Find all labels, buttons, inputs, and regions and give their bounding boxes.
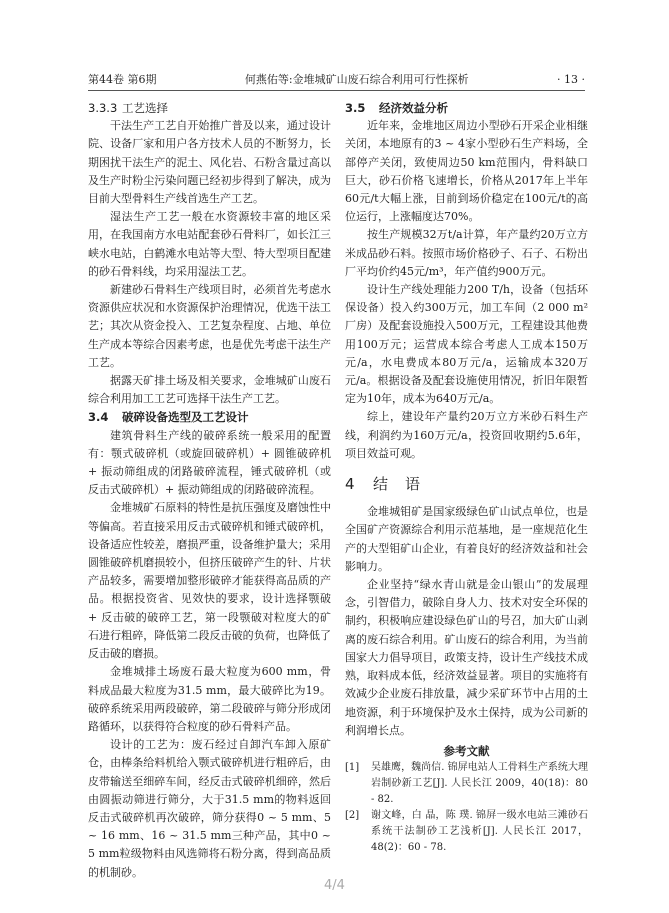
journal-issue: 第44卷 第6期 xyxy=(88,73,157,86)
paragraph: 新建砂石骨料生产线项目时，必须首先考虑水资源供应状况和水资源保护治理情况，优选干法工艺；其次从资金投入、工艺复杂程度、占地、单位生产成本等综合因素考虑，也是优先考虑干法生产工艺。 xyxy=(88,283,331,369)
paragraph: 设计生产线处理能力200 T/h，设备（包括环保设备）投入约300万元，加工车间（2 000 m² 厂房）及配套设施投入500万元，工程建设其他费用100万元；运营成本综合考虑人工成本150万元/a，水电费成本80万元/a，运输成本320万元/a。根据设备及配套设施使用情况，折旧年限暂定为10年，成本为640万元/a。 xyxy=(345,283,588,406)
paragraph: 按生产规模32万t/a计算，年产量约20万立方米成品砂石料。按照市场价格砂子、石子、石粉出厂平均价约45元/m³，年产值约900万元。 xyxy=(345,228,588,278)
running-title: 何燕佑等:金堆城矿山废石综合利用可行性探析 xyxy=(244,73,469,86)
paragraph: 企业坚持“绿水青山就是金山银山”的发展理念，引智借力，破除自身人力、技术对安全环保的制约，积极响应建设绿色矿山的号召，加大矿山剥离的废石综合利用。矿山废石的综合利用，为当前国家大力倡导项目，政策支持，设计生产线技术成熟，取料成本低，经济效益显著。项目的实施将有效减少企业废石排放量，减少采矿环节中占用的土地资源，利于环境保护及水土保持，成为公司新的利润增长点。 xyxy=(345,578,588,737)
paragraph: 金堆城钼矿是国家级绿色矿山试点单位，也是全国矿产资源综合利用示范基地，是一座规范化生产的大型钼矿山企业，有着良好的经济效益和社会影响力。 xyxy=(345,505,588,573)
left-column xyxy=(88,99,331,882)
page-indicator: 4/4 xyxy=(324,878,345,893)
paragraph: 建筑骨料生产线的破碎系统一般采用的配置有：颚式破碎机（或旋回破碎机）+ 圆锥破碎机 + 振动筛组成的闭路破碎流程，锤式破碎机（或反击式破碎机）+ 振动筛组成的闭路破碎流程。 xyxy=(88,428,331,497)
paragraph: 据露天矿排土场及相关要求，金堆城矿山废石综合利用加工工艺可选择干法生产工艺。 xyxy=(88,374,331,406)
running-header xyxy=(88,68,585,91)
paragraph: 干法生产工艺自开始推广普及以来，通过设计院、设备厂家和用户各方技术人员的不断努力，长期困扰干法生产的泥土、风化岩、石粉含量过高以及生产时粉尘污染问题已经初步得到了解决，成为目前大型骨料生产线首选生产工艺。 xyxy=(88,119,331,206)
references-heading: 参考文献 xyxy=(443,743,490,758)
paragraph: 设计的工艺为：废石经过自卸汽车卸入原矿仓，由棒条给料机给入颚式破碎机进行粗碎后，由皮带输送至细碎车间，经反击式破碎机细碎，然后由圆振动筛进行筛分，大于31.5 mm的物料返回反击式破碎机再次破碎，筛分获得0 ~ 5 mm、5 ~ 16 mm、16 ~ 31.5 mm三种产品，其中0 ~ 5 mm粒级物料由风选筛将石粉分离，得到高品质的机制砂。 xyxy=(88,738,331,879)
paragraph: 金堆城矿石原料的特性是抗压强度及磨蚀性中等偏高。若直接采用反击式破碎机和锤式破碎机，设备适应性较差，磨损严重，设备维护量大；采用圆锥破碎机磨损较小，但挤压破碎产生的针、片状产品较多，需要增加整形破碎才能获得高品质的产品。根据投资省、见效快的要求，设计选择颚破 + 反击破的破碎工艺，第一段颚破对粒度大的矿石进行粗碎，降低第二段反击破的负荷，也降低了反击破的磨损。 xyxy=(88,501,331,661)
paragraph: 近年来，金堆地区周边小型砂石开采企业相继关闭，本地原有的3 ~ 4家小型砂石生产料场，全部停产关闭，致使周边50 km范围内，骨料缺口巨大，砂石价格飞速增长，价格从2017年上半年60元/t大幅上涨，目前到场价稳定在100元/t的高位运行，上涨幅度达70%。 xyxy=(345,119,588,224)
section-heading-4: 4 结 语 xyxy=(345,475,422,494)
reference-item: [2] 谢文峰，白 晶，陈 璞. 锦屏一级水电站三滩砂石系统干法制砂工艺浅析[J]. 人民长江 2017，48(2)：60 - 78. xyxy=(345,810,588,854)
section-heading-3-5: 3.5 经济效益分析 xyxy=(345,101,448,115)
section-heading-3-3-3: 3.3.3 工艺选择 xyxy=(88,101,168,115)
page-number: · 13 · xyxy=(557,72,585,86)
reference-item: [1] 吴雄鹰，魏尚信. 锦屏电站人工骨料生产系统大理岩制砂新工艺[J]. 人民长江 2009，40(18)：80 - 82. xyxy=(345,762,588,806)
right-column xyxy=(345,99,588,856)
paragraph: 金堆城排土场废石最大粒度为600 mm，骨料成品最大粒度为31.5 mm，最大破碎比为19。破碎系统采用两段破碎，第二段破碎与筛分形成闭路循环，以获得符合粒度的砂石骨料产品。 xyxy=(88,665,331,733)
paragraph: 综上，建设年产量约20万立方米砂石料生产线，利润约为160万元/a，投资回收期约5.6年，项目效益可观。 xyxy=(345,410,588,460)
paragraph: 湿法生产工艺一般在水资源较丰富的地区采用，在我国南方水电站配套砂石骨料厂，如长江三峡水电站，白鹤滩水电站等大型、特大型项目配建的砂石骨料线，均采用湿法工艺。 xyxy=(88,210,331,278)
section-heading-3-4: 3.4 破碎设备选型及工艺设计 xyxy=(88,410,249,425)
